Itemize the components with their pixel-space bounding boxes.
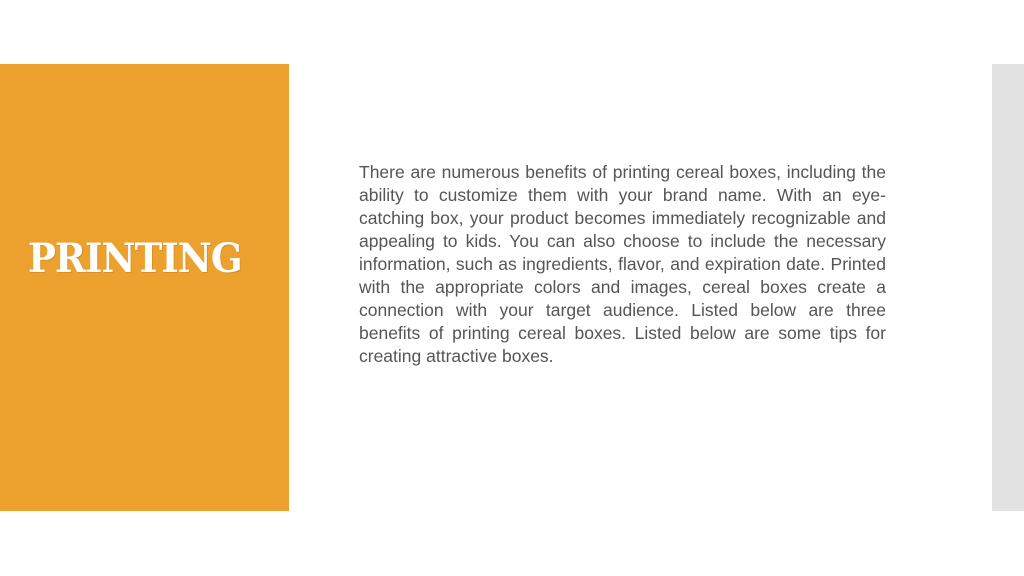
slide-title: PRINTING xyxy=(28,235,242,282)
title-panel xyxy=(0,64,289,511)
side-accent-strip xyxy=(992,64,1024,511)
body-paragraph: There are numerous benefits of printing cereal boxes, including the ability to customize them with your brand name. With an eye-catching box, your product becomes immediately recognizable and appealing to kids. You can also choose to include the necessary information, such as ingredients, flavor, and expiration date. Printed with the appropriate colors and images, cereal boxes create a connection with your target audience. Listed below are three benefits of printing cereal boxes. Listed below are some tips for creating attractive boxes. xyxy=(359,162,886,366)
